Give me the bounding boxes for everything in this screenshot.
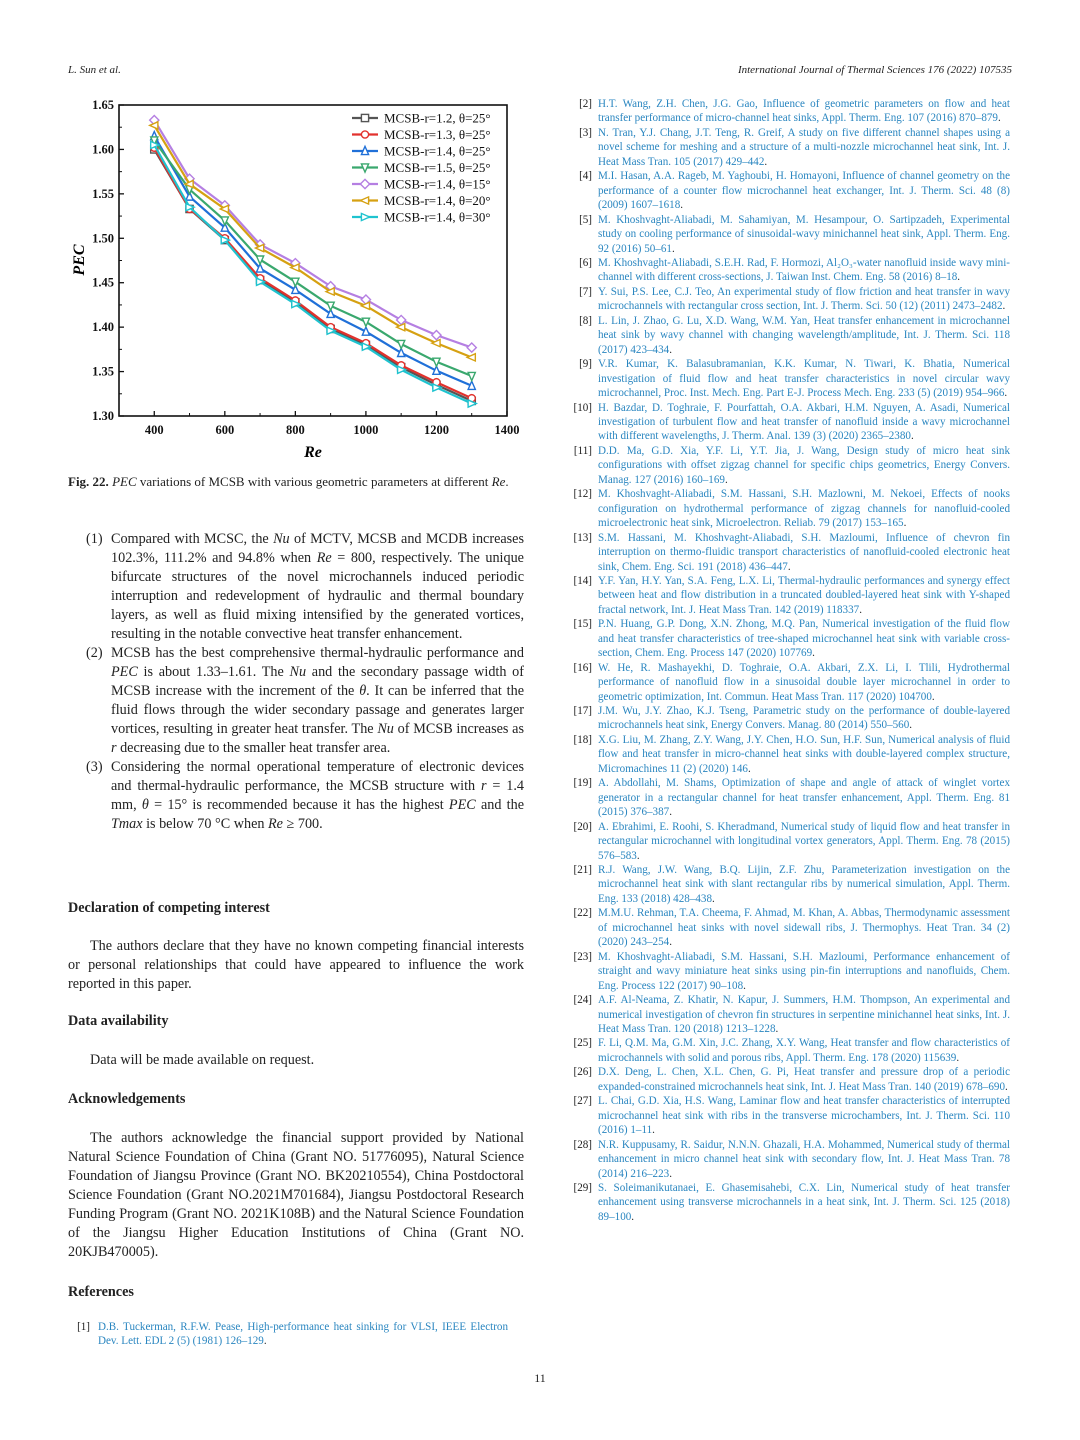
legend-marker — [360, 179, 369, 188]
y-tick-label: 1.65 — [92, 98, 114, 112]
legend-label: MCSB-r=1.4, θ=15° — [384, 176, 491, 192]
running-header-journal: International Journal of Thermal Sciences 176 (2022) 107535 — [737, 64, 1012, 76]
reference-period: . — [957, 271, 961, 284]
reference-number: [27] — [573, 1095, 592, 1108]
reference-item — [562, 733, 1010, 776]
reference-item — [562, 776, 1010, 819]
italic-term: PEC — [448, 797, 476, 813]
reference-number: [9] — [579, 358, 592, 371]
reference-number: [2] — [579, 98, 592, 110]
reference-period: . — [669, 806, 672, 819]
legend-marker — [361, 114, 368, 121]
text-run: Compared with MCSC, the — [111, 531, 274, 547]
y-tick-label: 1.45 — [92, 275, 114, 290]
italic-term: r — [481, 778, 487, 794]
conclusion-number: (3) — [86, 759, 103, 775]
y-tick-label: 1.35 — [92, 364, 114, 379]
text-run: ≥ 700. — [282, 816, 323, 832]
conclusion-item — [68, 758, 524, 834]
reference-link[interactable]: M. Khoshvaght-Aliabadi, S.E.H. Rad, F. Hormozi, Al₂O₃-water nanofluid inside wavy mini-channel with different cross-sections, J. Taiwan Inst. Chem. Eng. 58 (2016) 8–18 — [598, 256, 1010, 284]
reference-number: [3] — [579, 126, 592, 139]
reference-item — [562, 863, 1010, 906]
reference-link[interactable]: D.D. Ma, G.D. Xia, Y.F. Li, Y.T. Jia, J. Wang, Design study of micro heat sink configurations with offset zigzag channel for specific chips geometrics, Energy Convers. Manag. 127 (2016) 160–169 — [598, 444, 1010, 486]
italic-term: Re — [316, 550, 332, 566]
legend-label: MCSB-r=1.5, θ=25° — [384, 160, 491, 175]
text-run: is about 1.33–1.61. The — [137, 664, 290, 680]
reference-item — [562, 617, 1010, 660]
reference-item — [562, 256, 1010, 285]
reference-item — [68, 1320, 508, 1349]
data-point — [468, 372, 475, 380]
reference-item — [562, 487, 1010, 530]
text-run: MCSB has the best comprehensive thermal-hydraulic performance and — [111, 645, 524, 661]
reference-link[interactable]: M.I. Hasan, A.A. Rageb, M. Yaghoubi, H. Homayoni, Influence of channel geometry on the performance of a counter flow microchannel heat exchanger, Int. J. Therm. Sci. 48 (8) (2009) 1607–1618 — [598, 170, 1010, 212]
reference-period: . — [669, 936, 672, 949]
reference-period: . — [812, 647, 815, 660]
reference-number: [18] — [573, 733, 592, 746]
conclusion-item — [68, 530, 524, 644]
reference-link[interactable]: Y. Sui, P.S. Lee, C.J. Teo, An experimental study of flow friction and heat transfer in wavy microchannels with rectangular cross section, Int. J. Therm. Sci. 50 (12) (2011) 2473–2482 — [598, 285, 1010, 313]
reference-link[interactable]: M. Khoshvaght-Aliabadi, S.M. Hassani, S.H. Mazloumi, Performance enhancement of straight and wavy miniature heat sinks using pin-fin interruptions and nanofluids, Chem. Eng. Process 122 (2017) 90–108 — [598, 950, 1010, 992]
reference-item — [562, 993, 1010, 1036]
declaration-text: The authors declare that they have no known competing financial interests or personal relationships that could have appeared to influence the work reported in this paper. — [68, 938, 524, 992]
reference-number: [20] — [573, 820, 592, 833]
reference-link[interactable]: L. Lin, J. Zhao, G. Lu, X.D. Wang, W.M. Yan, Heat transfer enhancement in microchannel heat sink by wavy channel with changing wavelength/amplitude, Int. J. Therm. Sci. 118 (2017) 423–434 — [598, 314, 1010, 356]
reference-number: [22] — [573, 907, 592, 920]
italic-term: θ — [141, 797, 149, 813]
reference-link[interactable]: P.N. Huang, G.P. Dong, X.N. Zhong, M.Q. Pan, Numerical investigation of the fluid flow and heat transfer characteristics of tree-shaped microchannel heat sink with variable cross-section, Chem. Eng. Process 147 (2020) 107769 — [598, 618, 1010, 660]
data-point — [468, 381, 475, 389]
reference-period: . — [910, 430, 914, 443]
reference-number: [14] — [573, 574, 592, 587]
legend-marker — [361, 146, 368, 154]
x-tick-label: 600 — [215, 423, 235, 437]
reference-number: [7] — [579, 285, 592, 298]
legend-label: MCSB-r=1.4, θ=30° — [384, 209, 491, 225]
y-tick-label: 1.40 — [92, 320, 114, 335]
pec-line-chart — [60, 95, 522, 465]
y-tick-label: 1.60 — [92, 142, 114, 157]
reference-number: [29] — [573, 1181, 592, 1194]
legend-marker — [361, 213, 369, 220]
text-run: variations of MCSB with various geometric parameters at different — [136, 474, 492, 489]
reference-number: [1] — [77, 1321, 90, 1333]
reference-period: . — [997, 112, 1001, 125]
page-number: 11 — [534, 1371, 546, 1385]
conclusion-item — [68, 644, 524, 758]
reference-period: . — [669, 343, 672, 356]
declaration-heading: Declaration of competing interest — [68, 900, 270, 916]
reference-item — [562, 285, 1010, 314]
legend-marker — [361, 164, 368, 172]
reference-number: [25] — [573, 1037, 592, 1050]
reference-period: . — [669, 1167, 672, 1180]
reference-period: . — [263, 1335, 267, 1348]
reference-item — [562, 1065, 1010, 1094]
italic-term: Nu — [273, 531, 290, 547]
reference-link[interactable]: D.B. Tuckerman, R.F.W. Pease, High-performance heat sinking for VLSI, IEEE Electron Dev. Lett. EDL 2 (5) (1981) 126–129 — [98, 1321, 508, 1348]
reference-number: [16] — [573, 661, 592, 674]
reference-number: [8] — [579, 314, 592, 327]
reference-period: . — [1005, 1080, 1008, 1093]
reference-period: . — [671, 242, 675, 255]
data-point — [362, 318, 369, 326]
x-tick-label: 800 — [285, 423, 305, 437]
data-point — [150, 122, 158, 129]
reference-link[interactable]: H.T. Wang, Z.H. Chen, J.G. Gao, Influence of geometric parameters on flow and heat transfer performance of micro-channel heat sinks, Appl. Therm. Eng. 107 (2016) 870–879 — [598, 98, 1010, 125]
reference-link[interactable]: A. Ebrahimi, E. Roohi, S. Kheradmand, Numerical study of liquid flow and heat transfer in rectangular microchannel with longitudinal vortex generators, Appl. Therm. Eng. 78 (2015) 576–583 — [598, 820, 1010, 862]
reference-period: . — [712, 892, 715, 905]
italic-term: θ — [359, 683, 367, 699]
reference-link[interactable]: L. Chai, G.D. Xia, H.S. Wang, Laminar flow and heat transfer characteristics of interrupted microchannel heat sink with ribs in the transverse microchambers, Int. J. Therm. Sci. 110 (2016) 1–11 — [598, 1095, 1010, 1137]
reference-link[interactable]: M.M.U. Rehman, T.A. Cheema, F. Ahmad, M. Khan, A. Abbas, Thermodynamic assessment of microchannel heat sinks with novel sidewall ribs, J. Thermophys. Heat Tran. 34 (2) (2020) 243–254 — [598, 907, 1010, 949]
reference-item — [562, 531, 1010, 574]
italic-term: Nu — [289, 664, 307, 680]
text-run: = 800, respectively. The unique bifurcate structures of the novel microchannels induced periodic interruption and redevelopment of hydraulic and thermal boundary layers, as well as fluid mixing intensified by the generated vortices, resulting in the notable convective heat transfer enhancement. — [111, 550, 524, 642]
text-run: of MCSB increases as — [393, 721, 524, 737]
reference-link[interactable]: R.J. Wang, J.W. Wang, B.Q. Lijin, Z.F. Zhu, Parameterization investigation on the microchannel heat sink with slant rectangular ribs by numerical simulation, Appl. Therm. Eng. 133 (2018) 428–438 — [598, 864, 1010, 905]
italic-term: r — [111, 740, 117, 756]
reference-number: [21] — [573, 864, 592, 877]
reference-number: [23] — [573, 950, 592, 963]
reference-link[interactable]: S.M. Hassani, M. Khoshvaght-Aliabadi, S.H. Mazloumi, Influence of chevron fin interruption on thermo-fluidic transport characteristics of nanofluid-cooled electronic heat sink, Chem. Eng. Sci. 191 (2018) 436–447 — [598, 531, 1010, 573]
reference-number: [13] — [573, 531, 592, 544]
reference-period: . — [724, 473, 728, 486]
figure-caption — [68, 473, 524, 491]
text-run: Considering the normal operational temperature of electronic devices and thermal-hydraulic performance, the MCSB structure with — [111, 759, 524, 794]
italic-term: PEC — [111, 664, 138, 680]
reference-period: . — [909, 719, 913, 732]
references-list-left — [68, 1320, 508, 1349]
reference-period: . — [764, 155, 768, 168]
reference-item — [562, 820, 1010, 863]
reference-period: . — [1002, 300, 1006, 313]
references-heading: References — [68, 1284, 134, 1300]
reference-item — [562, 314, 1010, 357]
legend-label: MCSB-r=1.3, θ=25° — [384, 127, 491, 142]
reference-link[interactable]: J.M. Wu, J.Y. Zhao, K.J. Tseng, Parametric study on the performance of double-layered microchannels heat sink, Energy Convers. Manag. 80 (2014) 550–560 — [598, 705, 1010, 732]
reference-period: . — [775, 1023, 779, 1035]
conclusion-number: (2) — [86, 645, 103, 661]
reference-item — [562, 401, 1010, 444]
text-run: = 15° is recommended because it has the highest — [148, 797, 449, 813]
data-point — [432, 331, 441, 340]
reference-item — [562, 1094, 1010, 1137]
reference-link[interactable]: H. Bazdar, D. Toghraie, F. Pourfattah, O.A. Akbari, H.M. Nguyen, A. Asadi, Numerical investigation of turbulent flow and heat transfer of nanofluid inside a wavy microchannel with different wavelengths, J. Therm. Anal. 139 (3) (2020) 2365–2380 — [598, 401, 1010, 443]
reference-period: . — [1004, 387, 1008, 400]
data-point — [467, 343, 476, 352]
y-tick-label: 1.55 — [92, 186, 114, 201]
reference-number: [26] — [573, 1066, 592, 1079]
references-list-right — [562, 97, 1010, 1224]
reference-period: . — [743, 979, 746, 992]
reference-period: . — [859, 603, 862, 616]
reference-link[interactable]: W. He, R. Mashayekhi, D. Toghraie, O.A. Akbari, Z.X. Li, I. Tlili, Hydrothermal performance of nanofluid flow in a sinusoidal double layer microchannel in order to geometric optimization, Int. Commun. Heat Mass Tran. 117 (2020) 104700 — [598, 661, 1010, 703]
acknowledgements-heading: Acknowledgements — [68, 1091, 186, 1107]
reference-link[interactable]: A.F. Al-Neama, Z. Khatir, N. Kapur, J. Summers, H.M. Thompson, An experimental and numerical investigation of chevron fin structures in serpentine minichannel heat sinks, Int. J. Heat Mass Tran. 120 (2018) 1213–1228 — [598, 994, 1010, 1035]
text-run: decreasing due to the smaller heat transfer area. — [116, 740, 391, 756]
text-run: . — [505, 474, 509, 489]
reference-link[interactable]: M. Khoshvaght-Aliabadi, M. Sahamiyan, M. Hesampour, O. Sartipzadeh, Experimental study on cooling performance of sinusoidal-wavy minichannel heat sink, Appl. Therm. Eng. 92 (2016) 50–61 — [598, 213, 1010, 255]
reference-link[interactable]: M. Khoshvaght-Aliabadi, S.M. Hassani, S.H. Mazlowni, M. Nekoei, Effects of nooks configuration on hydrothermal performance of zigzag channels for nanofluid-cooled microelectronic heat sink, Microelectron. Reliab. 79 (2017) 153–165 — [598, 488, 1010, 530]
data-point — [256, 256, 263, 264]
x-tick-label: 400 — [144, 423, 164, 437]
reference-period: . — [931, 690, 935, 703]
data-availability-heading: Data availability — [68, 1013, 169, 1029]
data-point — [362, 327, 369, 335]
reference-period: . — [787, 560, 791, 573]
reference-period: . — [652, 1124, 655, 1137]
reference-item — [562, 661, 1010, 704]
text-run: of MCTV, MCSB and MCDB increases 102.3%, 111.2% and 94.8% when — [111, 531, 525, 566]
reference-period: . — [956, 1051, 960, 1064]
legend-label: MCSB-r=1.4, θ=25° — [384, 143, 491, 159]
conclusions-list — [68, 530, 524, 834]
y-tick-label: 1.30 — [92, 409, 114, 423]
reference-number: [17] — [573, 705, 592, 718]
reference-period: . — [903, 517, 907, 530]
running-header-authors: L. Sun et al. — [68, 64, 121, 76]
data-point — [398, 340, 405, 348]
reference-item — [562, 1036, 1010, 1065]
conclusion-number: (1) — [86, 531, 103, 547]
reference-item — [562, 97, 1010, 126]
reference-number: [11] — [573, 444, 592, 457]
text-run: is below 70 °C when — [142, 816, 269, 832]
data-point — [327, 302, 334, 310]
italic-term: Nu — [377, 721, 394, 737]
reference-link[interactable]: V.R. Kumar, K. Balasubramanian, K.K. Kumar, N. Tiwari, K. Bhatia, Numerical investigation of fluid flow and heat transfer characteristics in novel circular wavy microchannel, Proc. Inst. Mech. Eng. Part E-J. Process Mech. Eng. 233 (5) (2019) 954–966 — [598, 358, 1010, 400]
reference-number: [15] — [573, 618, 592, 631]
reference-number: [28] — [573, 1138, 592, 1151]
reference-link[interactable]: A. Abdollahi, M. Shams, Optimization of shape and angle of attack of winglet vortex generator in a rectangular channel for heat transfer enhancement, Appl. Therm. Eng. 81 (2015) 376–387 — [598, 777, 1010, 819]
reference-link[interactable]: N. Tran, Y.J. Chang, J.T. Teng, R. Greif, A study on five different channel shapes using a novel scheme for meshing and a structure of a multi-nozzle microchannel heat sink, Int. J. Heat Mass Tran. 105 (2017) 429–442 — [598, 126, 1010, 168]
reference-link[interactable]: S. Soleimanikutanaei, E. Ghasemisahebi, C.X. Lin, Numerical study of heat transfer enhancement using transverse microchannels in a heat sink, Int. J. Therm. Sci. 125 (2018) 89–100 — [598, 1181, 1010, 1223]
reference-item — [562, 444, 1010, 487]
text-run: = 1.4 mm, — [111, 778, 524, 813]
italic-term: Tmax — [111, 816, 143, 832]
reference-item — [562, 950, 1010, 993]
reference-period: . — [747, 762, 751, 775]
reference-link[interactable]: X.G. Liu, M. Zhang, Z.Y. Wang, J.Y. Chen, H.O. Sun, H.F. Sun, Numerical analysis of fluid flow and heat transfer in micro-channel heat sinks with double-layered complex structure, Micromachines 11 (2) (2020) 146 — [598, 733, 1010, 775]
reference-period: . — [680, 199, 684, 212]
acknowledgements-text: The authors acknowledge the financial support provided by National Natural Science Foundation of China (Grant NO. 51776095), Natural Science Foundation of Jiangsu Province (Grant NO. BK20210554), China Postdoctoral Science Foundation (Grant NO.2021M701684), Jiangsu Postdoctoral Research Funding Program (Grant NO. 2021K108B) and the Natural Science Foundation of the Jiangsu Higher Education Institutions of China (Grant NO. 20KJB470005). — [68, 1130, 524, 1260]
reference-number: [5] — [579, 213, 592, 226]
reference-link[interactable]: Y.F. Yan, H.Y. Yan, S.A. Feng, L.X. Li, Thermal-hydraulic performances and synergy effect between heat and flow distribution in a truncated doubled-layered heat sink with Y-shaped fractal network, Int. J. Heat Mass Tran. 142 (2019) 118337 — [598, 574, 1010, 616]
reference-item — [562, 357, 1010, 400]
reference-item — [562, 126, 1010, 169]
legend-marker — [361, 131, 368, 138]
italic-term: Re — [491, 474, 506, 489]
reference-item — [562, 213, 1010, 256]
x-tick-label: 1200 — [423, 423, 449, 437]
text-run: and the — [475, 797, 524, 813]
reference-item — [562, 169, 1010, 212]
data-point — [292, 278, 299, 286]
data-availability-text: Data will be made available on request. — [90, 1052, 315, 1068]
legend-label: MCSB-r=1.4, θ=20° — [384, 193, 491, 208]
y-axis-label: PEC — [71, 244, 88, 276]
reference-number: [4] — [579, 170, 592, 183]
italic-term: PEC — [108, 474, 137, 489]
text-run: . It can be inferred that the fluid flows through the wider secondary passage and generates larger vortices, resulting in greater heat transfer. The — [111, 683, 524, 737]
data-point — [433, 358, 440, 366]
reference-number: [12] — [573, 488, 592, 501]
reference-number: [10] — [573, 401, 592, 414]
reference-period: . — [631, 1210, 635, 1223]
reference-link[interactable]: F. Li, Q.M. Ma, G.M. Xin, J.C. Zhang, X.Y. Wang, Heat transfer and flow characteristics of microchannels with solid and porous ribs, Appl. Therm. Eng. 178 (2020) 115639 — [598, 1037, 1010, 1064]
x-tick-label: 1400 — [494, 423, 520, 437]
reference-link[interactable]: N.R. Kuppusamy, R. Saidur, N.N.N. Ghazali, H.A. Mohammed, Numerical study of thermal enhancement in micro channel heat sink with secondary flow, Int. J. Heat Mass Tran. 78 (2014) 216–223 — [598, 1138, 1010, 1180]
reference-number: [6] — [579, 256, 592, 269]
reference-item — [562, 1181, 1010, 1224]
x-axis-label: Re — [304, 444, 322, 461]
text-run: and the secondary passage width of MCSB increase with the increment of the — [111, 664, 524, 699]
reference-item — [562, 906, 1010, 949]
italic-term: Re — [268, 816, 283, 832]
legend-marker — [360, 197, 368, 204]
reference-item — [562, 704, 1010, 733]
reference-number: [19] — [573, 777, 592, 790]
reference-period: . — [636, 849, 640, 862]
reference-item — [562, 574, 1010, 617]
figure-label: Fig. 22. — [68, 474, 109, 489]
y-tick-label: 1.50 — [92, 231, 114, 246]
reference-link[interactable]: D.X. Deng, L. Chen, X.L. Chen, G. Pi, Heat transfer and pressure drop of a periodic expanded-constrained microchannels heat sink, Int. J. Heat Mass Tran. 140 (2019) 678–690 — [598, 1066, 1010, 1093]
x-tick-label: 1000 — [353, 423, 379, 437]
reference-item — [562, 1138, 1010, 1181]
legend-label: MCSB-r=1.2, θ=25° — [384, 110, 491, 126]
reference-number: [24] — [573, 994, 592, 1007]
